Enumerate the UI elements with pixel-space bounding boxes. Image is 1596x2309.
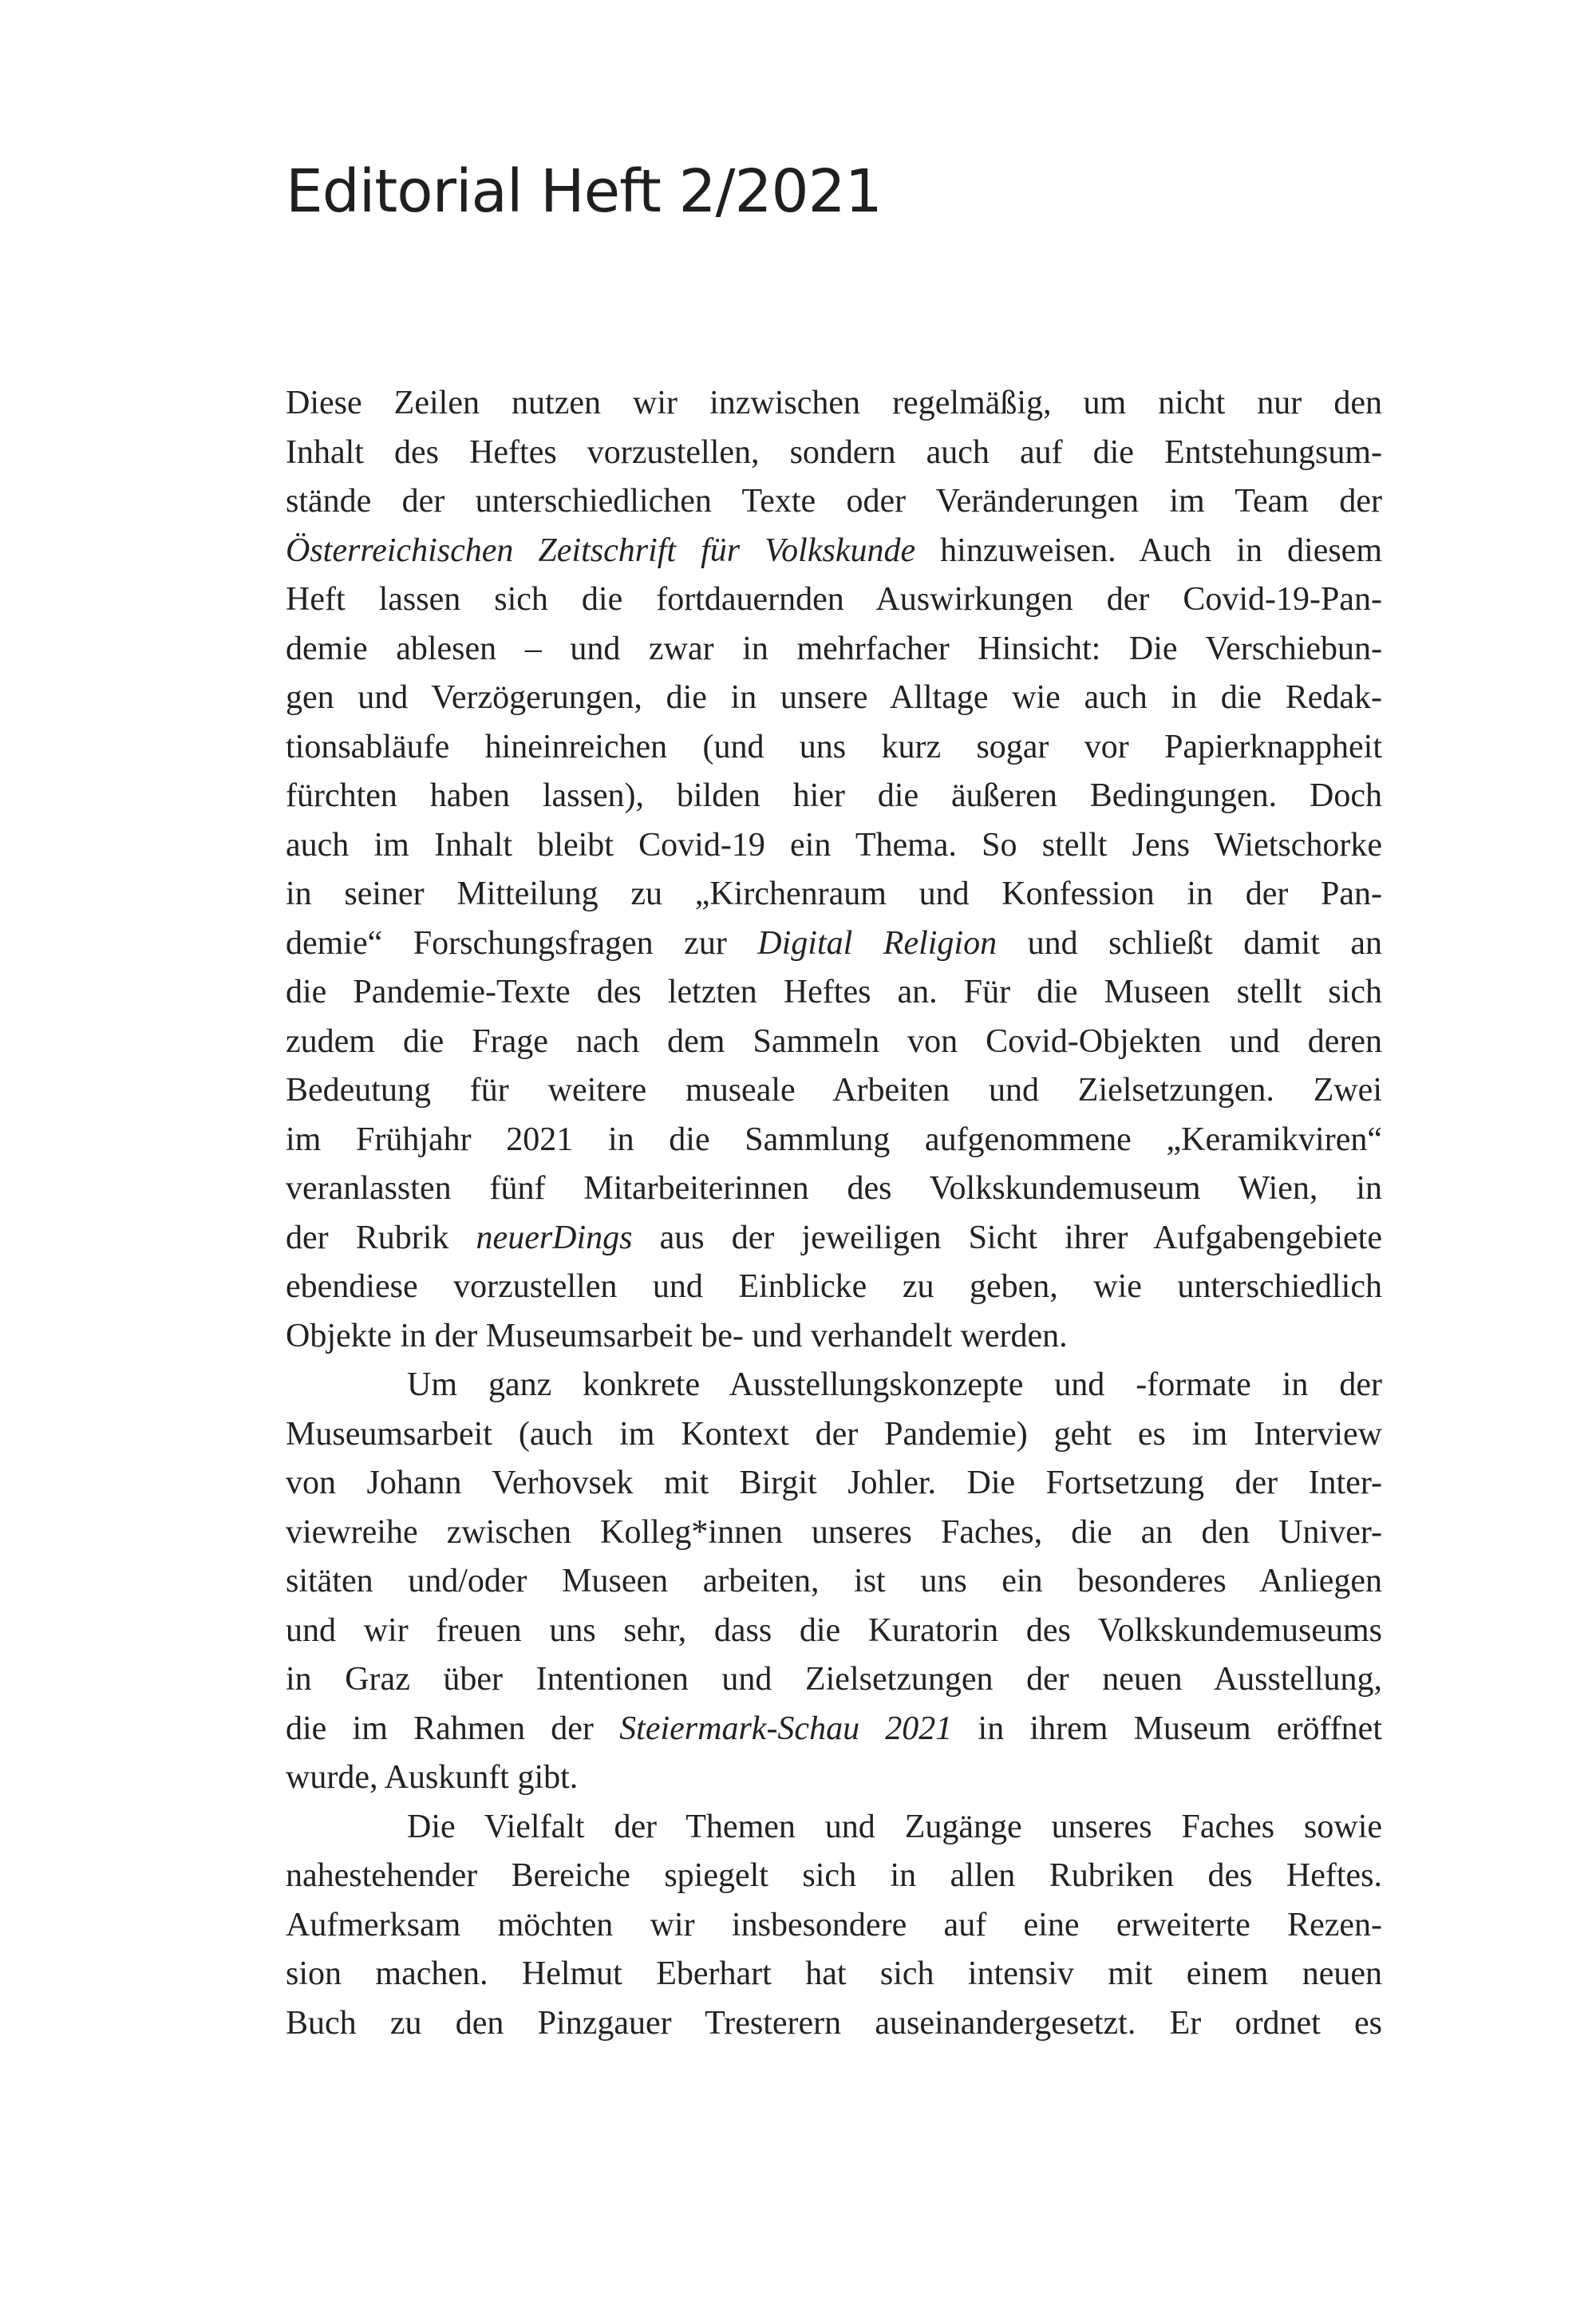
text-line [286,1312,1382,1362]
text-run: demie“ Forschungsfragen zur [286,924,758,962]
text-run: fürchten haben lassen), bilden hier die äußeren Bedingungen. Doch [286,777,1382,814]
text-run: Objekte in der Museumsarbeit be- und verhandelt werden. [286,1317,1068,1354]
italic-title: Digital Religion [757,924,998,962]
text-run: Aufmerksam möchten wir insbesondere auf eine erweiterte Rezen- [286,1906,1382,1943]
article-body [286,379,1382,2048]
text-run: aus der jeweiligen Sicht ihrer Aufgabengebiete [632,1219,1382,1256]
text-line [286,1852,1382,1901]
text-line [286,919,1382,969]
text-run: zudem die Frage nach dem Sammeln von Covid-Objekten und deren [286,1022,1382,1060]
text-run: die im Rahmen der [286,1710,620,1747]
text-line [286,1164,1382,1214]
text-run: von Johann Verhovsek mit Birgit Johler. Die Fortsetzung der Inter- [286,1465,1382,1501]
text-run: Museumsarbeit (auch im Kontext der Pandemie) geht es im Interview [286,1415,1382,1453]
page-title: Editorial Heft 2/2021 [286,157,882,226]
text-line [286,1557,1382,1607]
text-line [286,1705,1382,1754]
text-line [286,1803,1382,1852]
text-run: nahestehender Bereiche spiegelt sich in allen Rubriken des Heftes. [286,1857,1382,1894]
text-line [286,1116,1382,1165]
text-line [286,870,1382,919]
italic-title: Österreichischen Zeitschrift für Volkskunde [286,532,916,569]
text-run: sitäten und/oder Museen arbeiten, ist uns ein besonderes Anliegen [286,1563,1382,1599]
text-line [286,1410,1382,1460]
text-line [286,1066,1382,1116]
text-run: Bedeutung für weitere museale Arbeiten und Zielsetzungen. Zwei [286,1072,1382,1109]
text-line [286,625,1382,674]
text-line [286,674,1382,723]
text-run: Um ganz konkrete Ausstellungskonzepte und -formate in der [407,1366,1382,1403]
text-line [286,723,1382,773]
text-line [286,1018,1382,1067]
text-line [286,1999,1382,2049]
text-line [286,575,1382,625]
text-line [286,477,1382,527]
text-line [286,1950,1382,1999]
text-line [286,968,1382,1018]
text-run: in Graz über Intentionen und Zielsetzungen der neuen Ausstellung, [286,1661,1382,1698]
text-run: Inhalt des Heftes vorzustellen, sondern auch auf die Entstehungsum- [286,433,1382,471]
text-line [286,527,1382,576]
text-run: viewreihe zwischen Kolleg*innen unseres Faches, die an den Univer- [286,1513,1382,1551]
text-line [286,1655,1382,1705]
text-run: ebendiese vorzustellen und Einblicke zu geben, wie unterschiedlich [286,1268,1382,1305]
text-run: demie ablesen – und zwar in mehrfacher Hinsicht: Die Verschiebun- [286,630,1382,667]
text-run: auch im Inhalt bleibt Covid-19 ein Thema. So stellt Jens Wietschorke [286,826,1382,864]
text-line [286,1508,1382,1558]
italic-title: neuerDings [476,1219,633,1256]
text-line [286,1459,1382,1508]
text-run: in ihrem Museum eröffnet [952,1710,1382,1747]
text-run: in seiner Mitteilung zu „Kirchenraum und Konfession in der Pan- [286,876,1382,912]
text-run: sion machen. Helmut Eberhart hat sich intensiv mit einem neuen [286,1955,1382,1992]
text-line [286,1214,1382,1263]
text-line [286,772,1382,821]
text-line [286,429,1382,478]
text-line [286,379,1382,429]
text-line [286,1753,1382,1803]
text-run: Buch zu den Pinzgauer Tresterern auseinandergesetzt. Er ordnet es [286,2004,1382,2042]
text-run: gen und Verzögerungen, die in unsere Alltage wie auch in die Redak- [286,679,1382,716]
text-run: wurde, Auskunft gibt. [286,1759,579,1796]
text-run: tionsabläufe hineinreichen (und uns kurz sogar vor Papierknappheit [286,728,1382,765]
text-run: Die Vielfalt der Themen und Zugänge unseres Faches sowie [407,1808,1382,1845]
text-run: und wir freuen uns sehr, dass die Kuratorin des Volkskundemuseums [286,1611,1382,1649]
text-line [286,1263,1382,1312]
text-line [286,1901,1382,1951]
text-run: und schließt damit an [997,924,1382,962]
text-run: Heft lassen sich die fortdauernden Auswirkungen der Covid-19-Pan- [286,581,1382,618]
text-run: Diese Zeilen nutzen wir inzwischen regelmäßig, um nicht nur den [286,385,1382,421]
text-line [286,1607,1382,1656]
text-run: stände der unterschiedlichen Texte oder Veränderungen im Team der [286,483,1382,520]
text-line [286,821,1382,871]
text-run: der Rubrik [286,1219,476,1256]
text-run: veranlassten fünf Mitarbeiterinnen des Volkskundemuseum Wien, in [286,1170,1382,1207]
italic-title: Steiermark-Schau 2021 [619,1710,953,1747]
text-run: im Frühjahr 2021 in die Sammlung aufgenommene „Keramikviren“ [286,1121,1382,1158]
text-run: hinzuweisen. Auch in diesem [915,532,1382,569]
text-line [286,1361,1382,1410]
text-run: die Pandemie-Texte des letzten Heftes an. Für die Museen stellt sich [286,974,1382,1010]
